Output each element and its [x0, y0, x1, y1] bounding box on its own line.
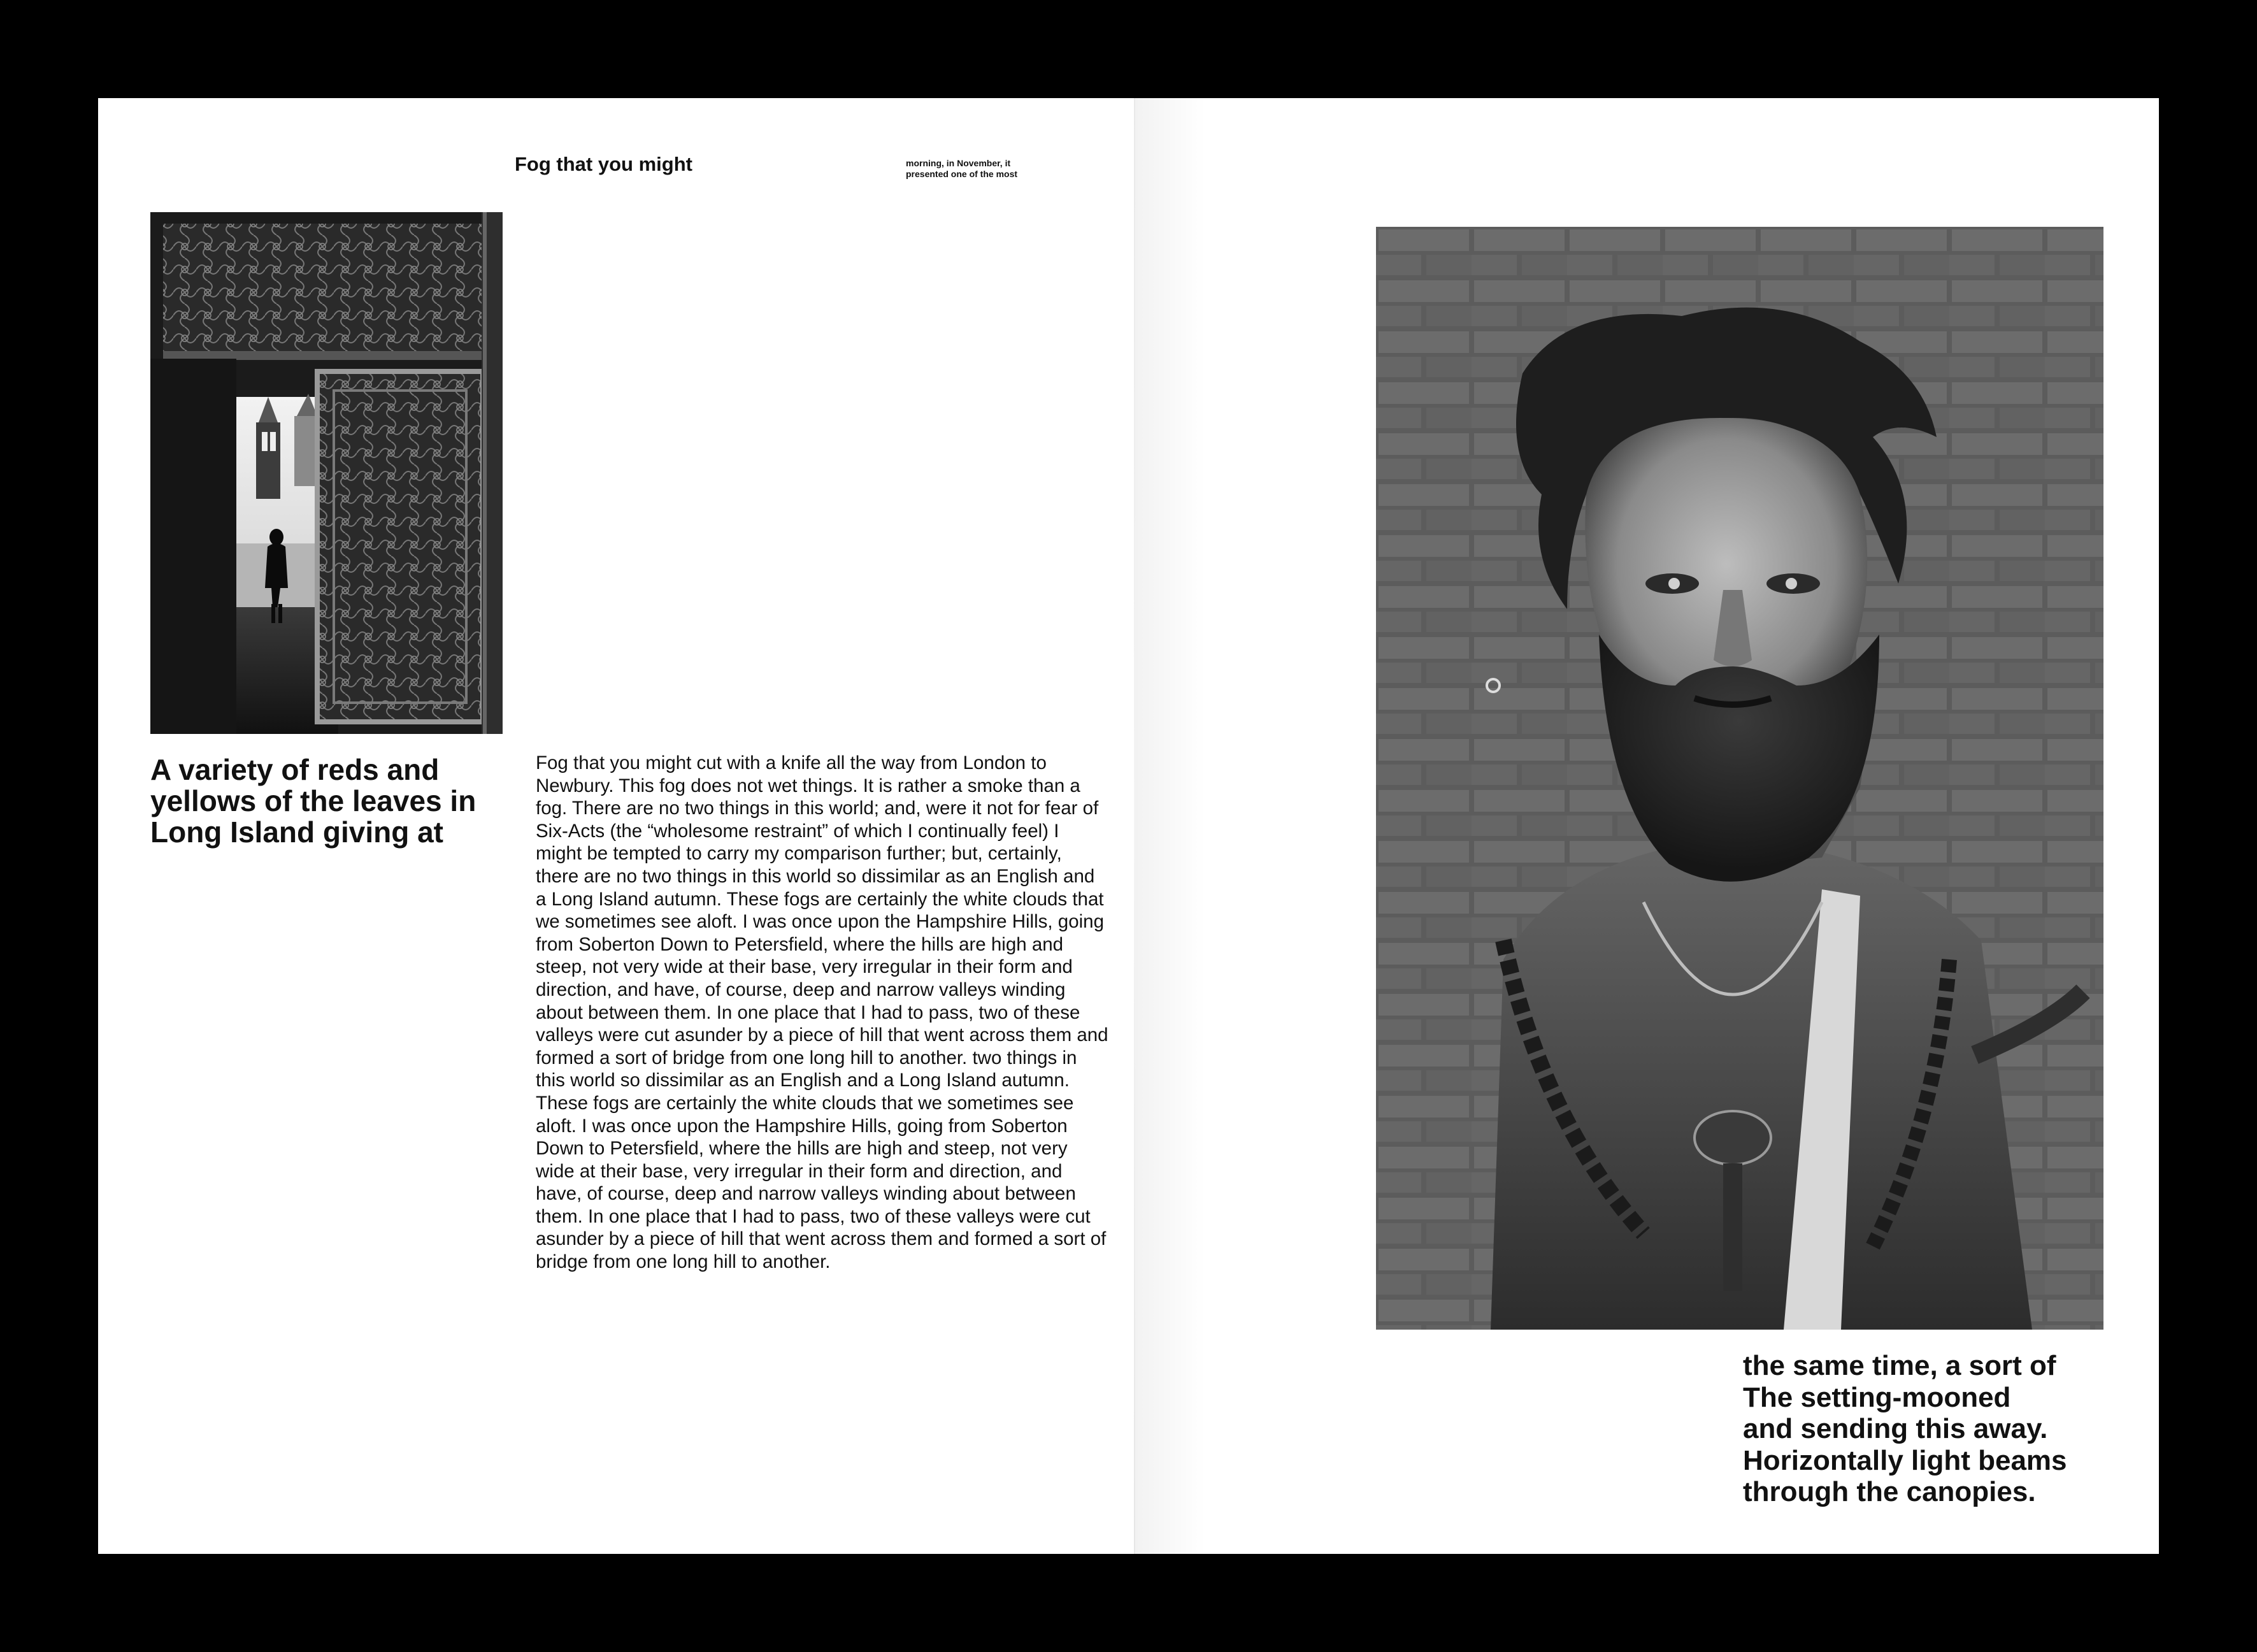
- magazine-spread: [98, 98, 2159, 1554]
- header-note: morning, in November, it presented one of the most: [906, 158, 1018, 179]
- left-heading: A variety of reds and yellows of the leaves in Long Island giving at: [150, 753, 476, 849]
- caption-line: The setting-mooned: [1743, 1381, 2011, 1413]
- fold-shadow: [1135, 98, 1205, 1554]
- right-caption: [1743, 1350, 2151, 1508]
- portrait-photo: [1376, 227, 2103, 1330]
- running-header: Fog that you might: [515, 153, 692, 175]
- caption-line: Horizontally light beams: [1743, 1444, 2067, 1476]
- caption-line: through the canopies.: [1743, 1476, 2036, 1508]
- article-body: Fog that you might cut with a knife all the way from London to Newbury. This fog does not wet things. It is rather a smoke than a fog. There are no two things in this world; and, were it not for fear of Six-Acts (the “wholesome restraint” of which I continually feel) I might be tempted to carry my comparison further; but, certainly, there are no two things in this world so dissimilar as an English and a Long Island autumn. These fogs are certainly the white clouds that we sometimes see aloft. I was once upon the Hampshire Hills, going from Soberton Down to Petersfield, where the hills are high and steep, not very wide at their base, very irregular in their form and direction, and have, of course, deep and narrow valleys winding about between them. In one place that I had to pass, two of these valleys were cut asunder by a piece of hill that went across them and formed a sort of bridge from one long hill to another. two things in this world so dissimilar as an English and a Long Island autumn. These fogs are certainly the white clouds that we sometimes see aloft. I was once upon the Hampshire Hills, going from Soberton Down to Petersfield, where the hills are high and steep, not very wide at their base, very irregular in their form and direction, and have, of course, deep and narrow valleys winding about between them. In one place that I had to pass, two of these valleys were cut asunder by a piece of hill that went across them and formed a sort of bridge from one long hill to another.: [536, 752, 1108, 1273]
- caption-line: the same time, a sort of: [1743, 1350, 2056, 1381]
- caption-line: and sending this away.: [1743, 1413, 2048, 1445]
- doorway-photo: [150, 212, 503, 734]
